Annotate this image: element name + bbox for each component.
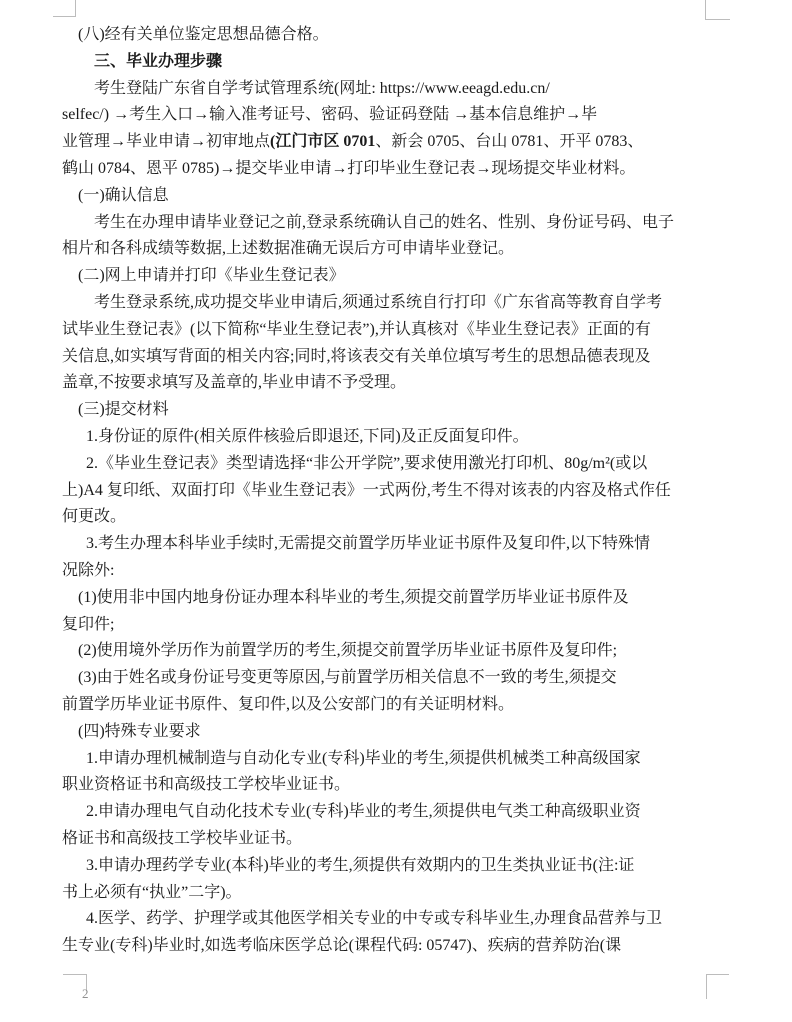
text-segment: 格证书和高级技工学校毕业证书。: [62, 829, 303, 847]
text-line: [62, 22, 728, 49]
text-segment: (1)使用非中国内地身份证办理本科毕业的考生,须提交前置学历毕业证书原件及: [78, 588, 629, 606]
text-segment: 上)A4 复印纸、双面打印《毕业生登记表》一式两份,考生不得对该表的内容及格式作任: [62, 481, 671, 499]
text-line: [62, 558, 728, 585]
text-segment: 相片和各科成绩等数据,上述数据准确无误后方可申请毕业登记。: [62, 240, 515, 258]
text-segment: 职业资格证书和高级技工学校毕业证书。: [62, 776, 351, 794]
text-segment: 鹤山 0784、恩平 0785)→提交毕业申请→打印毕业生登记表→现场提交毕业材料。: [62, 159, 636, 177]
text-segment: 考生登录系统,成功提交毕业申请后,须通过系统自行打印《广东省高等教育自学考: [94, 293, 663, 311]
text-line: [62, 102, 728, 129]
text-segment: 、新会 0705、台山 0781、开平 0783、: [375, 133, 644, 151]
text-segment: 况除外:: [62, 561, 115, 579]
text-line: [62, 746, 728, 773]
text-line: [62, 183, 728, 210]
page-number: 2: [82, 986, 89, 1001]
text-line: [62, 210, 728, 237]
text-segment: (三)提交材料: [78, 401, 169, 419]
text-line: [62, 236, 728, 263]
text-segment: 考生登陆广东省自学考试管理系统(网址: https://www.eeagd.edu.cn/: [94, 79, 550, 97]
text-segment: (2)使用境外学历作为前置学历的考生,须提交前置学历毕业证书原件及复印件;: [78, 642, 618, 660]
text-segment: selfec/) →考生入口→输入准考证号、密码、验证码登陆 →基本信息维护→毕: [62, 106, 598, 124]
crop-mark-bottom-right-icon: [706, 974, 729, 999]
text-line: [62, 451, 728, 478]
text-line: [62, 344, 728, 371]
text-segment: 业管理→毕业申请→初审地点: [62, 133, 271, 151]
text-segment: 前置学历毕业证书原件、复印件,以及公安部门的有关证明材料。: [62, 695, 515, 713]
text-line: [62, 665, 728, 692]
text-line: [62, 906, 728, 933]
text-line: [62, 504, 728, 531]
text-line: [62, 397, 728, 424]
text-segment: (二)网上申请并打印《毕业生登记表》: [78, 267, 345, 285]
text-line: [62, 933, 728, 960]
text-segment: (四)特殊专业要求: [78, 722, 201, 740]
text-line: [62, 585, 728, 612]
text-segment: 2.申请办理电气自动化技术专业(专科)毕业的考生,须提供电气类工种高级职业资: [86, 803, 641, 821]
text-line: [62, 692, 728, 719]
text-line: [62, 612, 728, 639]
text-line: [62, 290, 728, 317]
text-line: [62, 638, 728, 665]
text-segment: (八)经有关单位鉴定思想品德合格。: [78, 26, 329, 43]
text-line: [62, 478, 728, 505]
text-line: [62, 424, 728, 451]
text-segment: 4.医学、药学、护理学或其他医学相关专业的中专或专科毕业生,办理食品营养与卫: [86, 910, 663, 928]
text-segment: 2.《毕业生登记表》类型请选择“非公开学院”,要求使用激光打印机、80g/m²(或以: [86, 454, 648, 472]
text-line: [62, 317, 728, 344]
crop-mark-top-right-icon: [705, 0, 730, 20]
text-segment: 复印件;: [62, 615, 115, 633]
text-segment: 关信息,如实填写背面的相关内容;同时,将该表交有关单位填写考生的思想品德表现及: [62, 347, 651, 365]
text-line: [62, 129, 728, 156]
bold-text-segment: (江门市区 0701: [270, 133, 376, 151]
text-segment: 1.身份证的原件(相关原件核验后即退还,下同)及正反面复印件。: [86, 427, 529, 445]
text-line: [62, 719, 728, 746]
text-segment: 考生在办理申请毕业登记之前,登录系统确认自己的姓名、性别、身份证号码、电子: [94, 213, 675, 231]
text-segment: (3)由于姓名或身份证号变更等原因,与前置学历相关信息不一致的考生,须提交: [78, 669, 617, 687]
text-segment: 3.申请办理药学专业(本科)毕业的考生,须提供有效期内的卫生类执业证书(注:证: [86, 856, 635, 874]
text-line: [62, 853, 728, 880]
text-segment: 书上必须有“执业”二字)。: [62, 883, 242, 901]
text-line: [62, 76, 728, 103]
text-segment: 盖章,不按要求填写及盖章的,毕业申请不予受理。: [62, 374, 407, 392]
text-line: [62, 370, 728, 397]
text-line: [62, 156, 728, 183]
text-line: [62, 880, 728, 907]
text-segment: 3.考生办理本科毕业手续时,无需提交前置学历毕业证书原件及复印件,以下特殊情: [86, 535, 651, 553]
text-segment: (一)确认信息: [78, 186, 169, 204]
text-line: [62, 531, 728, 558]
text-line: [62, 799, 728, 826]
text-segment: 试毕业生登记表》(以下简称“毕业生登记表”),并认真核对《毕业生登记表》正面的有: [62, 320, 651, 338]
crop-mark-top-left-icon: [53, 0, 76, 17]
text-line: [62, 49, 728, 76]
text-line: [62, 826, 728, 853]
text-line: [62, 263, 728, 290]
document-body: [62, 22, 728, 960]
bold-text-segment: 三、毕业办理步骤: [94, 52, 223, 70]
text-segment: 1.申请办理机械制造与自动化专业(专科)毕业的考生,须提供机械类工种高级国家: [86, 749, 641, 767]
text-segment: 生专业(专科)毕业时,如选考临床医学总论(课程代码: 05747)、疾病的营养防治(课: [62, 937, 622, 955]
text-segment: 何更改。: [62, 508, 127, 526]
text-line: [62, 772, 728, 799]
